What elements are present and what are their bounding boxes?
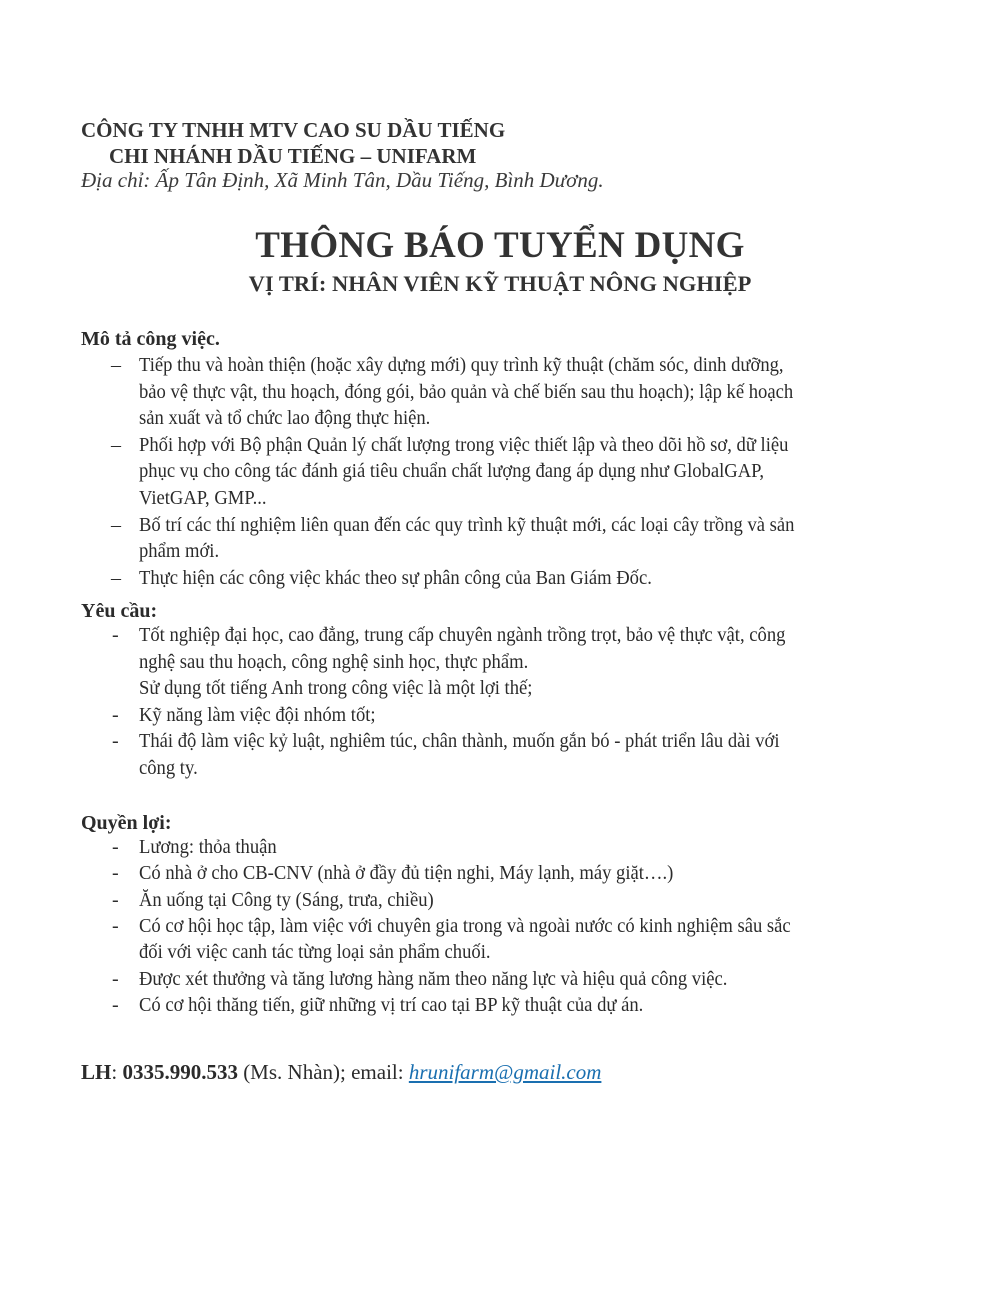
list-item-text: Tốt nghiệp đại học, cao đẳng, trung cấp chuyên ngành trồng trọt, bảo vệ thực vật, công: [139, 624, 786, 646]
list-item-text: VietGAP, GMP...: [139, 487, 267, 509]
list-item-text: đối với việc canh tác từng loại sản phẩm chuối.: [139, 941, 491, 964]
section-heading-requirements: Yêu cầu:: [81, 600, 158, 622]
list-item-text: Bố trí các thí nghiệm liên quan đến các quy trình kỹ thuật mới, các loại cây trồng và sản: [139, 513, 795, 536]
page-title: THÔNG BÁO TUYỂN DỤNG: [255, 225, 745, 266]
list-item-text: phục vụ cho công tác đánh giá tiêu chuẩn chất lượng đang áp dụng như GlobalGAP,: [139, 460, 765, 483]
bullet-dash: -: [112, 862, 119, 885]
list-item-text: Có cơ hội học tập, làm việc với chuyên gia trong và ngoài nước có kinh nghiệm sâu sắc: [139, 914, 791, 937]
contact-separator: :: [111, 1060, 123, 1084]
contact-label: LH: [81, 1060, 112, 1084]
bullet-dash: -: [112, 836, 119, 858]
list-item-text: Có nhà ở cho CB-CNV (nhà ở đầy đủ tiện nghi, Máy lạnh, máy giặt….): [139, 862, 674, 885]
list-item-text: Thái độ làm việc kỷ luật, nghiêm túc, chân thành, muốn gắn bó - phát triển lâu dài với: [139, 730, 780, 753]
list-item-text: Có cơ hội thăng tiến, giữ những vị trí cao tại BP kỹ thuật của dự án.: [139, 993, 644, 1016]
list-item-text: phẩm mới.: [139, 540, 220, 563]
bullet-dash: -: [112, 888, 119, 911]
branch-name: CHI NHÁNH DẦU TIẾNG – UNIFARM: [109, 144, 477, 168]
list-item-text: sản xuất và tổ chức lao động thực hiện.: [139, 407, 431, 430]
company-name: CÔNG TY TNHH MTV CAO SU DẦU TIẾNG: [81, 118, 506, 142]
contact-line: [81, 1060, 601, 1085]
section-heading-job-description: Mô tả công việc.: [81, 328, 220, 350]
list-item-text: nghệ sau thu hoạch, công nghệ sinh học, thực phẩm.: [139, 650, 529, 673]
list-item-text: Thực hiện các công việc khác theo sự phân công của Ban Giám Đốc.: [139, 566, 652, 589]
list-item-text: Được xét thưởng và tăng lương hàng năm theo năng lực và hiệu quả công việc.: [139, 967, 728, 990]
bullet-dash: -: [112, 993, 119, 1016]
bullet-dash: -: [112, 624, 119, 646]
bullet-dash: –: [111, 433, 121, 456]
list-item-text: Sử dụng tốt tiếng Anh trong công việc là một lợi thế;: [139, 677, 533, 700]
company-address: Địa chỉ: Ấp Tân Định, Xã Minh Tân, Dầu Tiếng, Bình Dương.: [81, 168, 604, 192]
position-subtitle: VỊ TRÍ: NHÂN VIÊN KỸ THUẬT NÔNG NGHIỆP: [248, 271, 752, 296]
list-item-text: Ăn uống tại Công ty (Sáng, trưa, chiều): [139, 888, 434, 911]
bullet-dash: –: [111, 354, 121, 376]
section-heading-benefits: Quyền lợi:: [81, 812, 172, 834]
list-item-text: công ty.: [139, 757, 198, 779]
contact-person: (Ms. Nhàn); email:: [237, 1060, 409, 1084]
list-item-text: Phối hợp với Bộ phận Quản lý chất lượng trong việc thiết lập và theo dõi hồ sơ, dữ liệu: [139, 433, 789, 456]
bullet-dash: -: [112, 703, 119, 726]
bullet-dash: -: [112, 730, 119, 753]
bullet-dash: -: [112, 914, 119, 937]
list-item-text: Kỹ năng làm việc đội nhóm tốt;: [139, 703, 376, 726]
contact-email-link[interactable]: hrunifarm@gmail.com: [408, 1060, 602, 1084]
bullet-dash: -: [112, 967, 119, 990]
bullet-dash: –: [111, 513, 121, 536]
list-item-text: Lương: thỏa thuận: [139, 836, 277, 858]
bullet-dash: –: [111, 566, 121, 589]
list-item-text: bảo vệ thực vật, thu hoạch, đóng gói, bảo quản và chế biến sau thu hoạch); lập kế hoạch: [139, 380, 794, 403]
contact-phone: 0335.990.533: [122, 1060, 238, 1084]
list-item-text: Tiếp thu và hoàn thiện (hoặc xây dựng mới) quy trình kỹ thuật (chăm sóc, dinh dưỡng,: [139, 354, 784, 376]
